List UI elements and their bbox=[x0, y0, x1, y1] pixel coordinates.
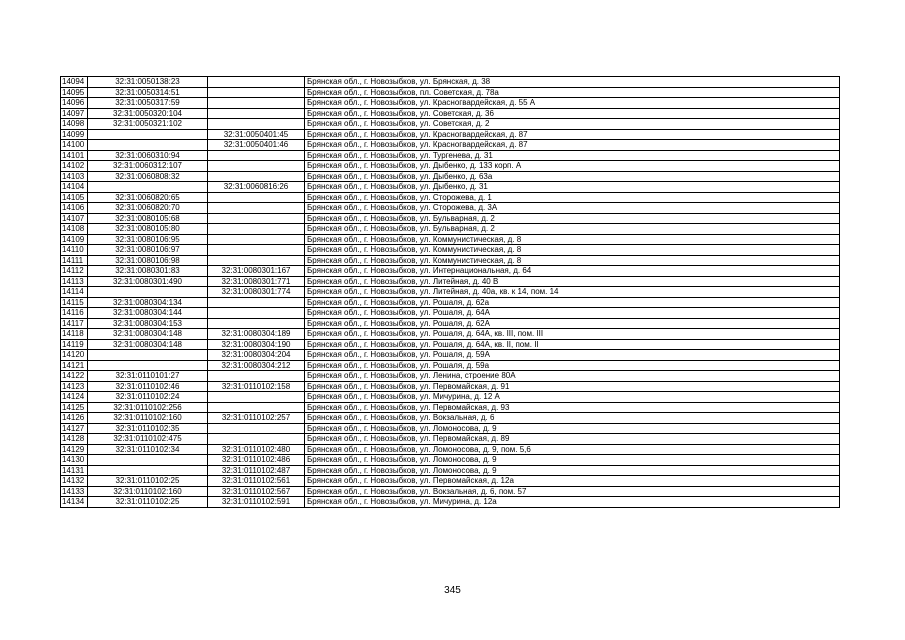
cadastral-number-secondary-cell bbox=[208, 87, 305, 98]
cadastral-number-cell: 32:31:0110102:160 bbox=[88, 413, 208, 424]
address-cell: Брянская обл., г. Новозыбков, ул. Тургенева, д. 31 bbox=[305, 150, 840, 161]
cadastral-number-secondary-cell bbox=[208, 297, 305, 308]
cadastral-number-cell: 32:31:0080106:98 bbox=[88, 255, 208, 266]
cadastral-number-cell bbox=[88, 455, 208, 466]
address-cell: Брянская обл., г. Новозыбков, ул. Советская, д. 2 bbox=[305, 119, 840, 130]
address-cell: Брянская обл., г. Новозыбков, ул. Ломоносова, д. 9, пом. 5,6 bbox=[305, 444, 840, 455]
table-row bbox=[61, 465, 840, 476]
row-number-cell: 14107 bbox=[61, 213, 88, 224]
address-cell: Брянская обл., г. Новозыбков, ул. Мичурина, д. 12 А bbox=[305, 392, 840, 403]
cadastral-number-secondary-cell: 32:31:0050401:45 bbox=[208, 129, 305, 140]
row-number-cell: 14105 bbox=[61, 192, 88, 203]
table-row bbox=[61, 129, 840, 140]
table-row bbox=[61, 297, 840, 308]
cadastral-number-secondary-cell bbox=[208, 224, 305, 235]
table-row bbox=[61, 392, 840, 403]
table-row bbox=[61, 266, 840, 277]
row-number-cell: 14128 bbox=[61, 434, 88, 445]
cadastral-number-secondary-cell: 32:31:0080304:212 bbox=[208, 360, 305, 371]
row-number-cell: 14108 bbox=[61, 224, 88, 235]
table-row bbox=[61, 171, 840, 182]
row-number-cell: 14132 bbox=[61, 476, 88, 487]
table-row bbox=[61, 329, 840, 340]
table-row bbox=[61, 497, 840, 508]
table-row bbox=[61, 318, 840, 329]
address-cell: Брянская обл., г. Новозыбков, ул. Дыбенко, д. 31 bbox=[305, 182, 840, 193]
address-cell: Брянская обл., г. Новозыбков, ул. Сторожева, д. 3А bbox=[305, 203, 840, 214]
table-row bbox=[61, 381, 840, 392]
table-row bbox=[61, 287, 840, 298]
address-cell: Брянская обл., г. Новозыбков, ул. Литейная, д. 40 В bbox=[305, 276, 840, 287]
cadastral-number-secondary-cell bbox=[208, 192, 305, 203]
address-cell: Брянская обл., г. Новозыбков, ул. Рошаля, д. 64А, кв. II, пом. II bbox=[305, 339, 840, 350]
address-cell: Брянская обл., г. Новозыбков, пл. Советская, д. 78а bbox=[305, 87, 840, 98]
row-number-cell: 14111 bbox=[61, 255, 88, 266]
row-number-cell: 14099 bbox=[61, 129, 88, 140]
registry-table-body bbox=[61, 77, 840, 508]
cadastral-number-secondary-cell: 32:31:0110102:487 bbox=[208, 465, 305, 476]
row-number-cell: 14121 bbox=[61, 360, 88, 371]
cadastral-number-cell: 32:31:0080106:95 bbox=[88, 234, 208, 245]
row-number-cell: 14095 bbox=[61, 87, 88, 98]
cadastral-number-secondary-cell bbox=[208, 234, 305, 245]
address-cell: Брянская обл., г. Новозыбков, ул. Первомайская, д. 93 bbox=[305, 402, 840, 413]
cadastral-number-secondary-cell bbox=[208, 77, 305, 88]
cadastral-number-cell: 32:31:0080304:134 bbox=[88, 297, 208, 308]
cadastral-number-cell bbox=[88, 360, 208, 371]
row-number-cell: 14114 bbox=[61, 287, 88, 298]
address-cell: Брянская обл., г. Новозыбков, ул. Ленина, строение 80А bbox=[305, 371, 840, 382]
cadastral-number-secondary-cell: 32:31:0060816:26 bbox=[208, 182, 305, 193]
address-cell: Брянская обл., г. Новозыбков, ул. Мичурина, д. 12а bbox=[305, 497, 840, 508]
table-row bbox=[61, 486, 840, 497]
row-number-cell: 14096 bbox=[61, 98, 88, 109]
table-row bbox=[61, 161, 840, 172]
cadastral-number-cell: 32:31:0050314:51 bbox=[88, 87, 208, 98]
cadastral-number-secondary-cell: 32:31:0080304:189 bbox=[208, 329, 305, 340]
cadastral-number-cell: 32:31:0110102:256 bbox=[88, 402, 208, 413]
address-cell: Брянская обл., г. Новозыбков, ул. Дыбенко, д. 63а bbox=[305, 171, 840, 182]
table-row bbox=[61, 308, 840, 319]
row-number-cell: 14094 bbox=[61, 77, 88, 88]
cadastral-number-cell: 32:31:0080301:490 bbox=[88, 276, 208, 287]
row-number-cell: 14127 bbox=[61, 423, 88, 434]
row-number-cell: 14097 bbox=[61, 108, 88, 119]
cadastral-number-secondary-cell bbox=[208, 392, 305, 403]
cadastral-number-secondary-cell: 32:31:0110102:591 bbox=[208, 497, 305, 508]
address-cell: Брянская обл., г. Новозыбков, ул. Ломоносова, д. 9 bbox=[305, 465, 840, 476]
table-row bbox=[61, 203, 840, 214]
table-row bbox=[61, 224, 840, 235]
cadastral-number-cell: 32:31:0110102:46 bbox=[88, 381, 208, 392]
cadastral-number-secondary-cell: 32:31:0080301:167 bbox=[208, 266, 305, 277]
cadastral-number-secondary-cell: 32:31:0050401:46 bbox=[208, 140, 305, 151]
address-cell: Брянская обл., г. Новозыбков, ул. Рошаля, д. 59а bbox=[305, 360, 840, 371]
address-cell: Брянская обл., г. Новозыбков, ул. Дыбенко, д. 133 корп. А bbox=[305, 161, 840, 172]
cadastral-number-cell bbox=[88, 465, 208, 476]
table-row bbox=[61, 360, 840, 371]
cadastral-number-secondary-cell: 32:31:0080301:774 bbox=[208, 287, 305, 298]
address-cell: Брянская обл., г. Новозыбков, ул. Ломоносова, д. 9 bbox=[305, 423, 840, 434]
address-cell: Брянская обл., г. Новозыбков, ул. Литейная, д. 40а, кв. к 14, пом. 14 bbox=[305, 287, 840, 298]
table-row bbox=[61, 423, 840, 434]
cadastral-number-cell: 32:31:0060312:107 bbox=[88, 161, 208, 172]
table-row bbox=[61, 245, 840, 256]
page-number: 345 bbox=[444, 585, 461, 596]
cadastral-number-cell bbox=[88, 129, 208, 140]
table-row bbox=[61, 192, 840, 203]
table-row bbox=[61, 276, 840, 287]
cadastral-number-secondary-cell: 32:31:0080304:190 bbox=[208, 339, 305, 350]
cadastral-number-secondary-cell bbox=[208, 203, 305, 214]
cadastral-number-cell bbox=[88, 140, 208, 151]
address-cell: Брянская обл., г. Новозыбков, ул. Бульварная, д. 2 bbox=[305, 213, 840, 224]
row-number-cell: 14134 bbox=[61, 497, 88, 508]
row-number-cell: 14123 bbox=[61, 381, 88, 392]
address-cell: Брянская обл., г. Новозыбков, ул. Вокзальная, д. 6 bbox=[305, 413, 840, 424]
address-cell: Брянская обл., г. Новозыбков, ул. Первомайская, д. 91 bbox=[305, 381, 840, 392]
cadastral-number-secondary-cell bbox=[208, 255, 305, 266]
table-row bbox=[61, 119, 840, 130]
cadastral-number-cell: 32:31:0080106:97 bbox=[88, 245, 208, 256]
table-row bbox=[61, 476, 840, 487]
row-number-cell: 14122 bbox=[61, 371, 88, 382]
address-cell: Брянская обл., г. Новозыбков, ул. Рошаля, д. 64А, кв. III, пом. III bbox=[305, 329, 840, 340]
address-cell: Брянская обл., г. Новозыбков, ул. Ломоносова, д. 9 bbox=[305, 455, 840, 466]
cadastral-number-cell bbox=[88, 287, 208, 298]
table-row bbox=[61, 339, 840, 350]
cadastral-number-secondary-cell: 32:31:0080304:204 bbox=[208, 350, 305, 361]
table-row bbox=[61, 434, 840, 445]
row-number-cell: 14102 bbox=[61, 161, 88, 172]
cadastral-number-cell: 32:31:0080304:148 bbox=[88, 339, 208, 350]
cadastral-number-cell: 32:31:0080301:83 bbox=[88, 266, 208, 277]
address-cell: Брянская обл., г. Новозыбков, ул. Первомайская, д. 12а bbox=[305, 476, 840, 487]
row-number-cell: 14131 bbox=[61, 465, 88, 476]
cadastral-number-cell: 32:31:0060820:65 bbox=[88, 192, 208, 203]
address-cell: Брянская обл., г. Новозыбков, ул. Советская, д. 36 bbox=[305, 108, 840, 119]
cadastral-number-secondary-cell bbox=[208, 108, 305, 119]
registry-table bbox=[60, 76, 840, 508]
row-number-cell: 14113 bbox=[61, 276, 88, 287]
address-cell: Брянская обл., г. Новозыбков, ул. Рошаля, д. 59А bbox=[305, 350, 840, 361]
cadastral-number-secondary-cell: 32:31:0110102:486 bbox=[208, 455, 305, 466]
cadastral-number-cell: 32:31:0110102:25 bbox=[88, 497, 208, 508]
cadastral-number-cell bbox=[88, 182, 208, 193]
row-number-cell: 14110 bbox=[61, 245, 88, 256]
cadastral-number-cell: 32:31:0050317:59 bbox=[88, 98, 208, 109]
address-cell: Брянская обл., г. Новозыбков, ул. Рошаля, д. 64А bbox=[305, 308, 840, 319]
table-row bbox=[61, 182, 840, 193]
table-row bbox=[61, 98, 840, 109]
cadastral-number-cell: 32:31:0080304:153 bbox=[88, 318, 208, 329]
row-number-cell: 14133 bbox=[61, 486, 88, 497]
address-cell: Брянская обл., г. Новозыбков, ул. Красногвардейская, д. 55 А bbox=[305, 98, 840, 109]
table-row bbox=[61, 402, 840, 413]
cadastral-number-secondary-cell: 32:31:0110102:158 bbox=[208, 381, 305, 392]
row-number-cell: 14106 bbox=[61, 203, 88, 214]
address-cell: Брянская обл., г. Новозыбков, ул. Красногвардейская, д. 87 bbox=[305, 140, 840, 151]
address-cell: Брянская обл., г. Новозыбков, ул. Вокзальная, д. 6, пом. 57 bbox=[305, 486, 840, 497]
table-row bbox=[61, 455, 840, 466]
cadastral-number-cell: 32:31:0110102:34 bbox=[88, 444, 208, 455]
row-number-cell: 14100 bbox=[61, 140, 88, 151]
address-cell: Брянская обл., г. Новозыбков, ул. Коммунистическая, д. 8 bbox=[305, 245, 840, 256]
cadastral-number-secondary-cell: 32:31:0110102:257 bbox=[208, 413, 305, 424]
row-number-cell: 14112 bbox=[61, 266, 88, 277]
cadastral-number-secondary-cell bbox=[208, 150, 305, 161]
cadastral-number-secondary-cell: 32:31:0110102:567 bbox=[208, 486, 305, 497]
cadastral-number-secondary-cell bbox=[208, 423, 305, 434]
cadastral-number-cell: 32:31:0110102:24 bbox=[88, 392, 208, 403]
cadastral-number-cell: 32:31:0110102:475 bbox=[88, 434, 208, 445]
row-number-cell: 14098 bbox=[61, 119, 88, 130]
cadastral-number-cell: 32:31:0110102:25 bbox=[88, 476, 208, 487]
cadastral-number-cell: 32:31:0050321:102 bbox=[88, 119, 208, 130]
cadastral-number-cell bbox=[88, 350, 208, 361]
cadastral-number-cell: 32:31:0050320:104 bbox=[88, 108, 208, 119]
address-cell: Брянская обл., г. Новозыбков, ул. Первомайская, д. 89 bbox=[305, 434, 840, 445]
row-number-cell: 14129 bbox=[61, 444, 88, 455]
address-cell: Брянская обл., г. Новозыбков, ул. Брянская, д. 38 bbox=[305, 77, 840, 88]
table-row bbox=[61, 255, 840, 266]
cadastral-number-cell: 32:31:0110102:160 bbox=[88, 486, 208, 497]
row-number-cell: 14126 bbox=[61, 413, 88, 424]
cadastral-number-secondary-cell bbox=[208, 98, 305, 109]
cadastral-number-cell: 32:31:0110101:27 bbox=[88, 371, 208, 382]
row-number-cell: 14101 bbox=[61, 150, 88, 161]
cadastral-number-cell: 32:31:0080304:144 bbox=[88, 308, 208, 319]
cadastral-number-secondary-cell bbox=[208, 161, 305, 172]
table-row bbox=[61, 444, 840, 455]
row-number-cell: 14117 bbox=[61, 318, 88, 329]
table-row bbox=[61, 213, 840, 224]
cadastral-number-secondary-cell bbox=[208, 402, 305, 413]
cadastral-number-cell: 32:31:0080105:68 bbox=[88, 213, 208, 224]
address-cell: Брянская обл., г. Новозыбков, ул. Сторожева, д. 1 bbox=[305, 192, 840, 203]
cadastral-number-secondary-cell bbox=[208, 119, 305, 130]
address-cell: Брянская обл., г. Новозыбков, ул. Рошаля, д. 62а bbox=[305, 297, 840, 308]
table-row bbox=[61, 77, 840, 88]
row-number-cell: 14109 bbox=[61, 234, 88, 245]
address-cell: Брянская обл., г. Новозыбков, ул. Коммунистическая, д. 8 bbox=[305, 234, 840, 245]
cadastral-number-cell: 32:31:0110102:35 bbox=[88, 423, 208, 434]
row-number-cell: 14103 bbox=[61, 171, 88, 182]
table-row bbox=[61, 350, 840, 361]
cadastral-number-cell: 32:31:0050138:23 bbox=[88, 77, 208, 88]
table-row bbox=[61, 140, 840, 151]
row-number-cell: 14116 bbox=[61, 308, 88, 319]
address-cell: Брянская обл., г. Новозыбков, ул. Бульварная, д. 2 bbox=[305, 224, 840, 235]
cadastral-number-secondary-cell bbox=[208, 171, 305, 182]
row-number-cell: 14115 bbox=[61, 297, 88, 308]
row-number-cell: 14124 bbox=[61, 392, 88, 403]
row-number-cell: 14119 bbox=[61, 339, 88, 350]
address-cell: Брянская обл., г. Новозыбков, ул. Рошаля, д. 62А bbox=[305, 318, 840, 329]
address-cell: Брянская обл., г. Новозыбков, ул. Красногвардейская, д. 87 bbox=[305, 129, 840, 140]
table-row bbox=[61, 234, 840, 245]
row-number-cell: 14130 bbox=[61, 455, 88, 466]
row-number-cell: 14120 bbox=[61, 350, 88, 361]
cadastral-number-cell: 32:31:0060820:70 bbox=[88, 203, 208, 214]
row-number-cell: 14125 bbox=[61, 402, 88, 413]
table-row bbox=[61, 150, 840, 161]
table-row bbox=[61, 413, 840, 424]
address-cell: Брянская обл., г. Новозыбков, ул. Интернациональная, д. 64 bbox=[305, 266, 840, 277]
cadastral-number-secondary-cell bbox=[208, 434, 305, 445]
row-number-cell: 14104 bbox=[61, 182, 88, 193]
cadastral-number-cell: 32:31:0060808:32 bbox=[88, 171, 208, 182]
cadastral-number-secondary-cell: 32:31:0110102:561 bbox=[208, 476, 305, 487]
cadastral-number-secondary-cell bbox=[208, 318, 305, 329]
table-row bbox=[61, 87, 840, 98]
cadastral-number-secondary-cell bbox=[208, 371, 305, 382]
cadastral-number-secondary-cell: 32:31:0110102:480 bbox=[208, 444, 305, 455]
table-row bbox=[61, 371, 840, 382]
cadastral-number-cell: 32:31:0080304:148 bbox=[88, 329, 208, 340]
cadastral-number-secondary-cell: 32:31:0080301:771 bbox=[208, 276, 305, 287]
table-row bbox=[61, 108, 840, 119]
cadastral-number-secondary-cell bbox=[208, 308, 305, 319]
cadastral-number-secondary-cell bbox=[208, 213, 305, 224]
cadastral-number-cell: 32:31:0080105:80 bbox=[88, 224, 208, 235]
address-cell: Брянская обл., г. Новозыбков, ул. Коммунистическая, д. 8 bbox=[305, 255, 840, 266]
cadastral-number-cell: 32:31:0060310:94 bbox=[88, 150, 208, 161]
cadastral-number-secondary-cell bbox=[208, 245, 305, 256]
row-number-cell: 14118 bbox=[61, 329, 88, 340]
